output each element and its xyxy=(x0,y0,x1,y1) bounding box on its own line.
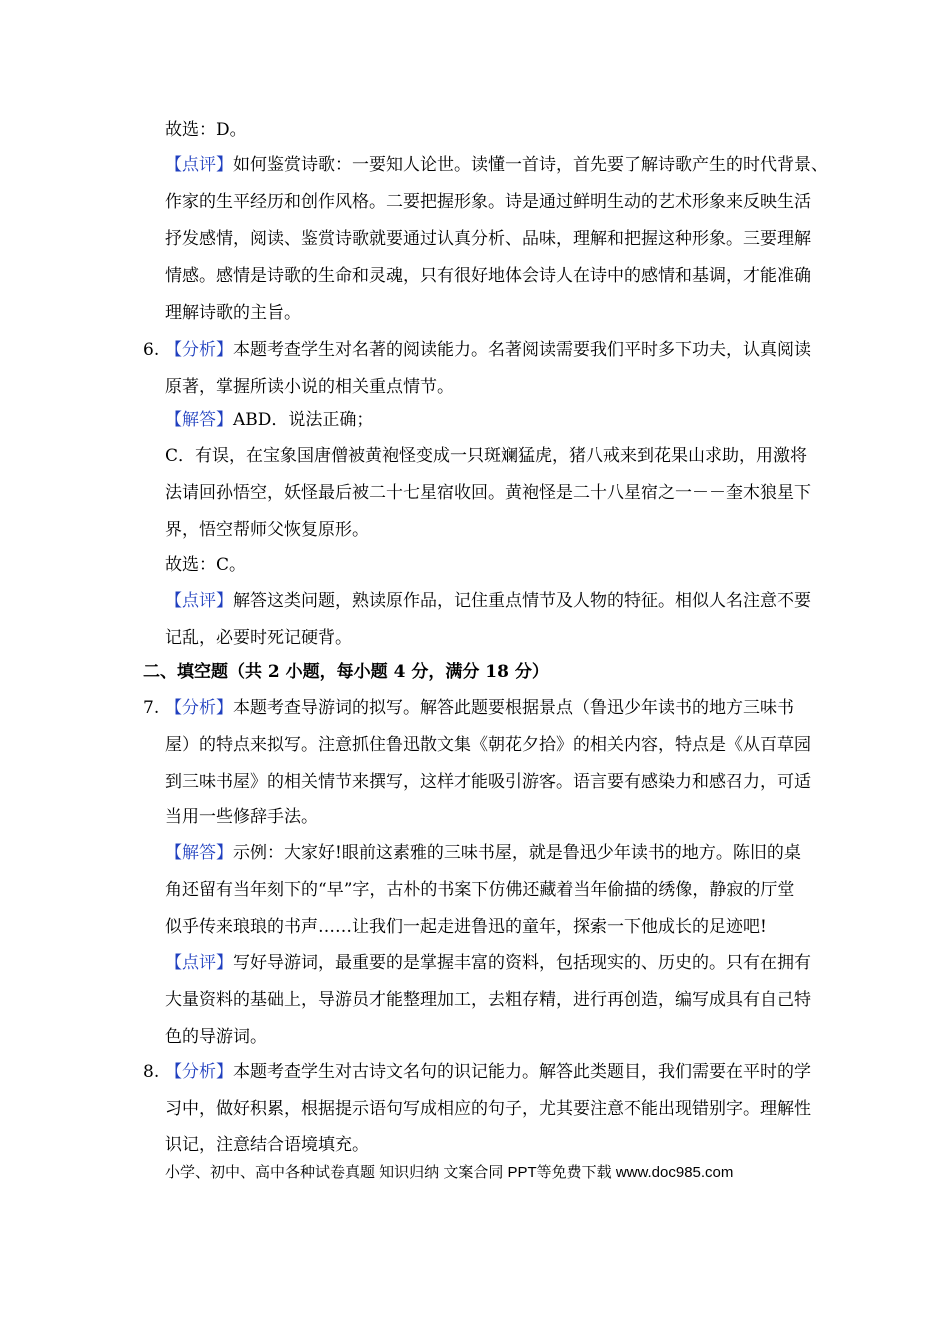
dianping-tag: 【点评】 xyxy=(165,591,233,611)
q6-jieda-line-1: 【解答】ABD．说法正确； xyxy=(165,410,374,430)
dianping-tag: 【点评】 xyxy=(165,155,233,175)
jieda-tag: 【解答】 xyxy=(165,410,233,430)
q6-answer: 故选：C。 xyxy=(165,555,247,575)
q5-dianping-line-5: 理解诗歌的主旨。 xyxy=(165,303,301,323)
q5-dianping-line-4: 情感。感情是诗歌的生命和灵魂，只有很好地体会诗人在诗中的感情和基调，才能准确 xyxy=(165,266,811,286)
q6-jieda-line-3: 法请回孙悟空，妖怪最后被二十七星宿收回。黄袍怪是二十八星宿之一－－奎木狼星下 xyxy=(165,483,811,503)
question-number: 6. xyxy=(143,340,160,360)
q7-fenxi-line-3: 到三味书屋》的相关情节来撰写，这样才能吸引游客。语言要有感染力和感召力，可适 xyxy=(165,772,811,792)
q5-dianping-line-1: 【点评】如何鉴赏诗歌：一要知人论世。读懂一首诗，首先要了解诗歌产生的时代背景、 xyxy=(165,155,828,175)
q7-jieda-line-2: 角还留有当年刻下的“早”字，古朴的书案下仿佛还藏着当年偷描的绣像，静寂的厅堂 xyxy=(165,880,795,900)
q6-dianping-line-1: 【点评】解答这类问题，熟读原作品，记住重点情节及人物的特征。相似人名注意不要 xyxy=(165,591,811,611)
question-number: 8. xyxy=(143,1062,160,1082)
page-footer: 小学、初中、高中各种试卷真题 知识归纳 文案合同 PPT等免费下载 www.doc985.com xyxy=(165,1164,734,1181)
q7-jieda-line-1: 【解答】示例：大家好!眼前这素雅的三味书屋，就是鲁迅少年读书的地方。陈旧的桌 xyxy=(165,843,801,863)
q5-dianping-line-2: 作家的生平经历和创作风格。二要把握形象。诗是通过鲜明生动的艺术形象来反映生活 xyxy=(165,192,811,212)
q7-dianping-line-3: 色的导游词。 xyxy=(165,1027,267,1047)
jieda-tag: 【解答】 xyxy=(165,843,233,863)
fenxi-tag: 【分析】 xyxy=(165,340,233,360)
q7-fenxi-line-2: 屋）的特点来拟写。注意抓住鲁迅散文集《朝花夕拾》的相关内容，特点是《从百草园 xyxy=(165,735,811,755)
q6-fenxi-line-2: 原著，掌握所读小说的相关重点情节。 xyxy=(165,377,454,397)
question-number: 7. xyxy=(143,698,160,718)
q7-dianping-line-2: 大量资料的基础上，导游员才能整理加工，去粗存精，进行再创造，编写成具有自己特 xyxy=(165,990,811,1010)
fenxi-tag: 【分析】 xyxy=(165,698,233,718)
q8-fenxi-line-2: 习中，做好积累，根据提示语句写成相应的句子，尤其要注意不能出现错别字。理解性 xyxy=(165,1099,811,1119)
q6-dianping-line-2: 记乱，必要时死记硬背。 xyxy=(165,628,352,648)
q6-jieda-line-4: 界，悟空帮师父恢复原形。 xyxy=(165,520,369,540)
q8-fenxi-line-3: 识记，注意结合语境填充。 xyxy=(165,1135,369,1155)
q5-answer: 故选：D。 xyxy=(165,120,247,140)
dianping-tag: 【点评】 xyxy=(165,953,233,973)
q7-fenxi-line-4: 当用一些修辞手法。 xyxy=(165,807,318,827)
section-title: 二、填空题（共 2 小题，每小题 4 分，满分 18 分） xyxy=(143,662,549,682)
q6-jieda-line-2: C．有误，在宝象国唐僧被黄袍怪变成一只斑斓猛虎，猪八戒来到花果山求助，用激将 xyxy=(165,446,808,466)
q7-jieda-line-3: 似乎传来琅琅的书声……让我们一起走进鲁迅的童年，探索一下他成长的足迹吧! xyxy=(165,917,767,937)
q7-dianping-line-1: 【点评】写好导游词，最重要的是掌握丰富的资料，包括现实的、历史的。只有在拥有 xyxy=(165,953,811,973)
q5-dianping-line-3: 抒发感情，阅读、鉴赏诗歌就要通过认真分析、品味，理解和把握这种形象。三要理解 xyxy=(165,229,811,249)
fenxi-tag: 【分析】 xyxy=(165,1062,233,1082)
